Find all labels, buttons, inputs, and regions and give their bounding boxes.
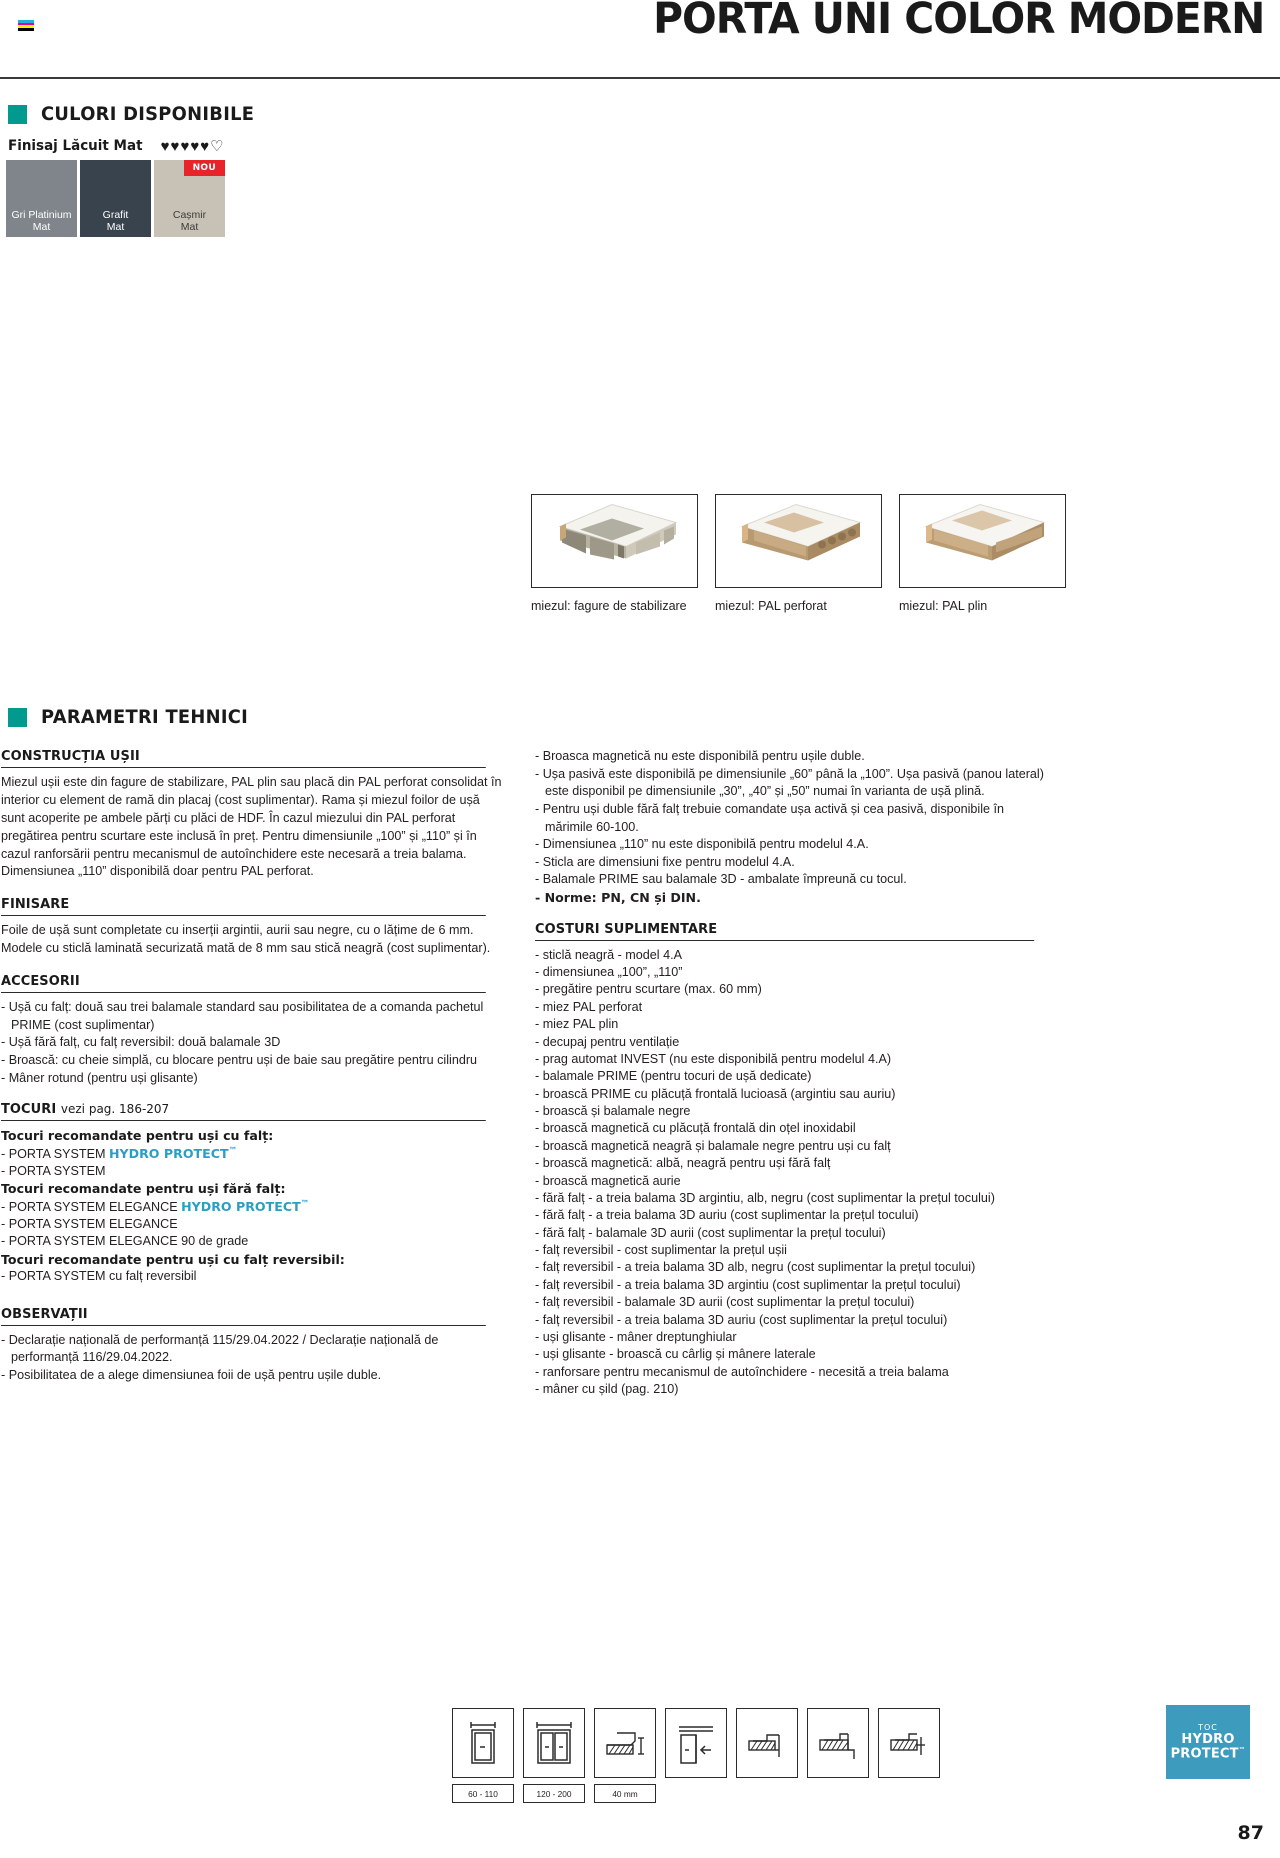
heading-tocuri — [1, 1101, 486, 1121]
rating-diamond-filled-icon: ♥ — [170, 137, 180, 155]
spec-icon-cell — [665, 1708, 727, 1778]
list-tocuri — [1, 1127, 506, 1285]
list-item-note: - Dimensiunea „110” nu este disponibilă pentru modelul 4.A. — [535, 837, 869, 852]
hydro-protect-label: HYDRO PROTECT — [181, 1198, 301, 1214]
list-item-cost: - falț reversibil - cost suplimentar la prețul ușii — [535, 1243, 787, 1257]
page-header — [0, 0, 1280, 92]
heading-costuri: COSTURI SUPLIMENTARE — [535, 921, 1034, 941]
list-item-cost: - fără falț - a treia balama 3D auriu (cost suplimentar la prețul tocului) — [535, 1208, 919, 1223]
list-item-accesoriu: - Ușă cu falț: două sau trei balamale standard sau posibilitatea de a comanda pachetul PRIME (cost suplimentar) — [1, 1000, 484, 1032]
color-swatch-list — [6, 160, 225, 237]
page-number: 87 — [1237, 1822, 1264, 1844]
rating-diamond-filled-icon: ♥ — [160, 137, 170, 155]
solid-chipboard-core-image — [908, 497, 1058, 581]
color-swatch-label: Gri Platinium Mat — [11, 208, 72, 233]
finish-label: Finisaj Lăcuit Mat — [8, 138, 143, 154]
list-item-cost: - fără falț - balamale 3D aurii (cost suplimentar la prețul tocului) — [535, 1225, 886, 1240]
list-item-accesoriu: - Broască: cu cheie simplă, cu blocare pentru uși de baie sau pregătire pentru cilindru — [1, 1052, 478, 1067]
spec-icon-caption: 60 - 110 — [452, 1784, 514, 1803]
heading-observatii: OBSERVAȚII — [1, 1306, 486, 1326]
core-image-frame — [715, 494, 882, 588]
specification-icon-strip — [452, 1708, 940, 1803]
text-finisare: Foile de ușă sunt completate cu inserții argintii, aurii sau negre, cu o lățime de 6 mm. Modele cu sticlă laminată securizată mată de 8 mm sau stică neagră (cost suplimentar). — [1, 923, 491, 956]
page-title: PORTA UNI COLOR MODERN — [652, 0, 1264, 44]
spec-icon-cell — [878, 1708, 940, 1778]
list-item-cost: - falț reversibil - a treia balama 3D alb, negru (cost suplimentar la prețul tocului) — [535, 1260, 976, 1275]
list-item-toc: - PORTA SYSTEM HYDRO PROTECT™ — [1, 1145, 238, 1161]
core-image-list — [531, 494, 1066, 614]
section-heading-colors — [8, 103, 268, 125]
tech-left-column — [1, 748, 506, 1398]
core-item — [531, 494, 698, 614]
section-marker-square-tech — [8, 708, 27, 727]
single-door-width-icon — [452, 1708, 514, 1778]
color-swatch[interactable] — [6, 160, 77, 237]
list-item-cost: - broască magnetică: albă, neagră pentru uși fără falț — [535, 1156, 831, 1171]
list-item-cost: - balamale PRIME (pentru tocuri de ușă dedicate) — [535, 1069, 812, 1084]
list-item-cost: - pregătire pentru scurtare (max. 60 mm) — [535, 982, 762, 997]
core-item — [715, 494, 882, 614]
list-item-cost: - uși glisante - mâner dreptunghiular — [535, 1329, 737, 1344]
rebateless-profile-icon — [807, 1708, 869, 1778]
list-item-toc: - PORTA SYSTEM ELEGANCE 90 de grade — [1, 1234, 249, 1249]
spec-icon-cell — [452, 1708, 514, 1803]
list-item-cost: - falț reversibil - a treia balama 3D argintiu (cost suplimentar la prețul tocului) — [535, 1277, 961, 1292]
durability-rating-icon — [161, 139, 224, 154]
tocuri-subheading: Tocuri recomandate pentru uși fără falț: — [1, 1181, 286, 1197]
list-item-toc: - PORTA SYSTEM ELEGANCE — [1, 1217, 178, 1231]
list-item-cost: - broască magnetică cu plăcuță frontală din oțel inoxidabil — [535, 1121, 856, 1136]
toc-hydro-protect-badge — [1166, 1705, 1250, 1779]
section-marker-square — [8, 105, 27, 124]
core-caption: miezul: fagure de stabilizare — [531, 599, 687, 613]
tocuri-group-list — [1, 1145, 506, 1181]
list-item-note: - Ușa pasivă este disponibilă pe dimensiunile „60” până la „100”. Ușa pasivă (panou lateral) este disponibil pe dimensiunile „30”, „40” și „50” numai în varianta de ușă plină. — [535, 766, 1044, 799]
tocuri-subheading: Tocuri recomandate pentru uși cu falț: — [1, 1128, 274, 1144]
list-item-cost: - falț reversibil - a treia balama 3D auriu (cost suplimentar la prețul tocului) — [535, 1312, 948, 1327]
heading-accesorii: ACCESORII — [1, 973, 486, 993]
list-item-note: - Norme: PN, CN și DIN. — [535, 890, 701, 905]
rating-diamond-outline-icon: ♡ — [210, 137, 224, 155]
text-constructia: Miezul ușii este din fagure de stabilizare, PAL plin sau placă din PAL perforat consolidat în interior cu element de ramă din placaj (cost suplimentar). Rama și miezul foilor de ușă sunt acoperite pe ambele părți cu plăci de HDF. În cazul miezului din PAL perforat pregătirea pentru scurtare este inclusă în preț. Pentru dimensiunile „100” și „110” și în cazul ranforsării pentru mecanismul de autoînchidere este necesară a treia balama. Dimensiunea „110” disponibilă doar pentru PAL perforat. — [1, 775, 502, 879]
list-item-cost: - broască magnetică aurie — [535, 1173, 681, 1188]
list-item-cost: - miez PAL plin — [535, 1017, 619, 1032]
header-divider — [0, 77, 1280, 79]
core-item — [899, 494, 1066, 614]
tocuri-subheading: Tocuri recomandate pentru uși cu falț reversibil: — [1, 1251, 345, 1267]
color-swatch-label: Grafit Mat — [102, 208, 129, 233]
list-item-cost: - decupaj pentru ventilație — [535, 1034, 680, 1049]
spec-icon-cell — [807, 1708, 869, 1778]
heading-tocuri-main: TOCURI — [1, 1101, 57, 1118]
double-door-width-icon — [523, 1708, 585, 1778]
trademark-icon: ™ — [228, 1145, 238, 1156]
list-item-cost: - fără falț - a treia balama 3D argintiu, alb, negru (cost suplimentar la prețul tocului) — [535, 1190, 995, 1205]
honeycomb-core-image — [540, 497, 690, 581]
list-item-cost: - ranforsare pentru mecanismul de autoînchidere - necesită a treia balama — [535, 1364, 949, 1379]
list-item-accesoriu: - Ușă fără falț, cu falț reversibil: două balamale 3D — [1, 1035, 281, 1050]
list-item-cost: - falț reversibil - balamale 3D aurii (cost suplimentar la prețul tocului) — [535, 1295, 915, 1310]
section-heading-tech — [8, 706, 261, 728]
list-item-cost: - prag automat INVEST (nu este disponibilă pentru modelul 4.A) — [535, 1051, 892, 1066]
list-item-cost: - sticlă neagră - model 4.A — [535, 947, 682, 962]
rating-diamond-filled-icon: ♥ — [180, 137, 190, 155]
list-item-cost: - mâner cu șild (pag. 210) — [535, 1382, 679, 1396]
trademark-icon: ™ — [300, 1198, 310, 1209]
new-badge: NOU — [184, 160, 225, 176]
list-notes — [535, 748, 1055, 907]
list-item-accesoriu: - Mâner rotund (pentru uși glisante) — [1, 1070, 198, 1085]
core-image-frame — [531, 494, 698, 588]
color-swatch[interactable] — [154, 160, 225, 237]
list-item-cost: - broască PRIME cu plăcuță frontală lucioasă (argintiu sau auriu) — [535, 1086, 896, 1101]
reversible-rebate-profile-icon — [878, 1708, 940, 1778]
spec-icon-cell — [523, 1708, 585, 1803]
rating-diamond-filled-icon: ♥ — [190, 137, 200, 155]
spec-icon-cell — [594, 1708, 656, 1803]
list-costuri — [535, 947, 1055, 1399]
tocuri-group-list — [1, 1268, 506, 1285]
list-item-toc: - PORTA SYSTEM cu falț reversibil — [1, 1269, 197, 1284]
toc-badge-line3: PROTECT™ — [1170, 1745, 1246, 1762]
hydro-protect-label: HYDRO PROTECT — [109, 1145, 229, 1161]
section-title-colors: CULORI DISPONIBILE — [41, 103, 255, 125]
rebate-profile-icon — [736, 1708, 798, 1778]
list-item-observatie: - Declarație națională de performanță 115/29.04.2022 / Declarație națională de performanță 116/29.04.2022. — [1, 1332, 439, 1365]
cmyk-registration-icon — [18, 20, 34, 31]
spec-icon-caption: 40 mm — [594, 1784, 656, 1803]
section-title-tech: PARAMETRI TEHNICI — [41, 706, 249, 728]
finish-row — [8, 138, 224, 154]
heading-tocuri-sub: vezi pag. 186-207 — [60, 1101, 170, 1117]
perforated-chipboard-core-image — [724, 497, 874, 581]
color-swatch[interactable] — [80, 160, 151, 237]
core-image-frame — [899, 494, 1066, 588]
list-item-cost: - broască magnetică neagră și balamale negre pentru uși cu falț — [535, 1138, 891, 1153]
color-swatch-label: Cașmir Mat — [172, 208, 207, 233]
core-caption: miezul: PAL plin — [899, 599, 988, 613]
toc-badge-line1: TOC — [1198, 1723, 1218, 1733]
spec-icon-caption: 120 - 200 — [523, 1784, 585, 1803]
list-item-note: - Broasca magnetică nu este disponibilă pentru ușile duble. — [535, 749, 865, 763]
spec-icon-cell — [736, 1708, 798, 1778]
list-item-cost: - broască și balamale negre — [535, 1104, 691, 1118]
list-item-cost: - dimensiunea „100”, „110” — [535, 965, 683, 979]
list-item-cost: - miez PAL perforat — [535, 999, 643, 1014]
list-observatii — [1, 1332, 506, 1385]
list-item-observatie: - Posibilitatea de a alege dimensiunea foii de ușă pentru ușile duble. — [1, 1367, 382, 1382]
tech-right-column — [535, 748, 1055, 1412]
list-item-note: - Pentru uși duble fără falț trebuie comandate ușa activă și cea pasivă, disponibile în mărimile 60-100. — [535, 801, 1005, 834]
heading-finisare: FINISARE — [1, 896, 486, 916]
sliding-door-icon — [665, 1708, 727, 1778]
list-item-note: - Sticla are dimensiuni fixe pentru modelul 4.A. — [535, 854, 795, 869]
list-item-toc: - PORTA SYSTEM — [1, 1163, 106, 1178]
list-accesorii — [1, 999, 506, 1087]
list-item-note: - Balamale PRIME sau balamale 3D - ambalate împreună cu tocul. — [535, 872, 907, 887]
rating-diamond-filled-icon: ♥ — [200, 137, 210, 155]
list-item-cost: - uși glisante - broască cu cârlig și mânere laterale — [535, 1347, 816, 1362]
leaf-thickness-icon — [594, 1708, 656, 1778]
core-caption: miezul: PAL perforat — [715, 599, 827, 613]
toc-badge-line2: HYDRO — [1181, 1732, 1235, 1748]
tocuri-group-list — [1, 1198, 506, 1251]
heading-constructia: CONSTRUCȚIA UȘII — [1, 748, 486, 768]
list-item-toc: - PORTA SYSTEM ELEGANCE HYDRO PROTECT™ — [1, 1198, 310, 1214]
